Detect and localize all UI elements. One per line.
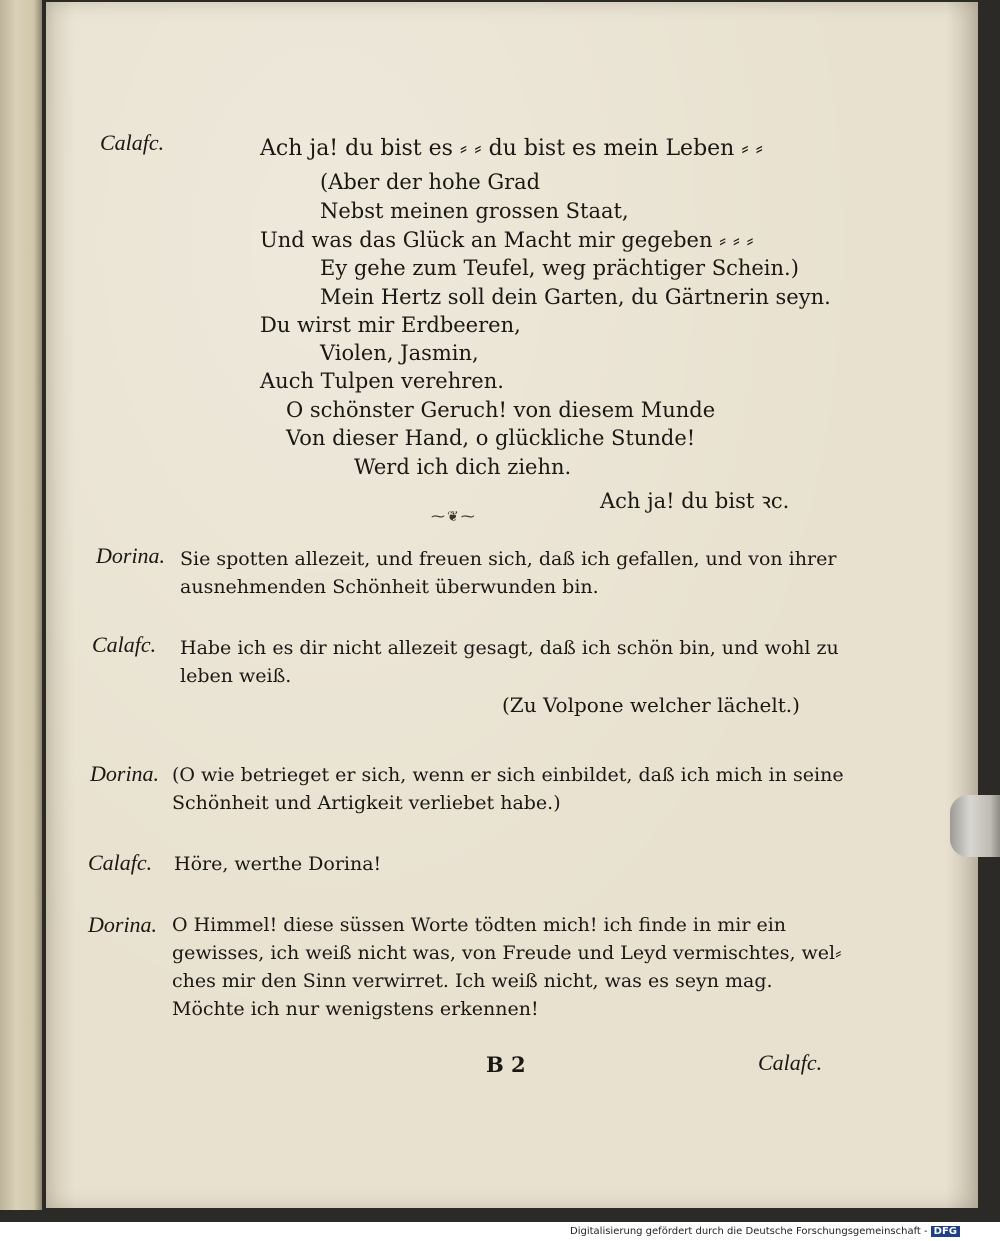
refrain-line: Ach ja! du bist ꝛc. <box>600 489 790 513</box>
verse-line: Du wirst mir Erdbeeren, <box>260 313 521 337</box>
prose-line: leben weiß. <box>180 665 292 687</box>
verse-line: Ey gehe zum Teufel, weg prächtiger Schein.) <box>320 256 799 280</box>
verse-line: Auch Tulpen verehren. <box>260 369 504 393</box>
verse-line: Violen, Jasmin, <box>320 341 479 365</box>
verse-line: Nebst meinen grossen Staat, <box>320 199 629 223</box>
verse-line: Werd ich dich ziehn. <box>354 455 572 479</box>
prose-line: O Himmel! diese süssen Worte tödten mich! ich finde in mir ein <box>172 914 787 936</box>
prose-line: Habe ich es dir nicht allezeit gesagt, daß ich schön bin, und wohl zu <box>180 637 839 659</box>
speaker-label: Dorina. <box>90 761 160 786</box>
facing-page-edge <box>0 0 42 1210</box>
signature-mark: B 2 <box>486 1052 526 1077</box>
prose-line: ches mir den Sinn verwirret. Ich weiß nicht, was es seyn mag. <box>172 970 773 992</box>
verse-line: (Aber der hohe Grad <box>320 170 541 194</box>
speaker-label: Calafc. <box>88 850 153 875</box>
prose-line: Sie spotten allezeit, und freuen sich, daß ich gefallen, und von ihrer <box>180 548 837 570</box>
speaker-label: Dorina. <box>96 543 166 568</box>
prose-line: Möchte ich nur wenigstens erkennen! <box>172 998 539 1020</box>
ornament-divider: ⁓❦⁓ <box>431 509 477 525</box>
verse-line: Von dieser Hand, o glückliche Stunde! <box>286 426 696 450</box>
prose-line: Schönheit und Artigkeit verliebet habe.) <box>172 792 561 814</box>
speaker-label: Calafc. <box>92 632 157 657</box>
book-page <box>46 2 978 1208</box>
dfg-logo: DFG <box>931 1226 960 1237</box>
credit-text: Digitalisierung gefördert durch die Deutsche Forschungsgemeinschaft - <box>570 1226 928 1237</box>
catchword: Calafc. <box>758 1050 823 1075</box>
digitization-credit <box>570 1226 960 1237</box>
verse-line: Und was das Glück an Macht mir gegeben ⸗ ⸗ ⸗ <box>260 228 754 252</box>
prose-line: gewisses, ich weiß nicht was, von Freude und Leyd vermischtes, wel⸗ <box>172 942 842 964</box>
verse-line: O schönster Geruch! von diesem Munde <box>286 398 716 422</box>
prose-line: (O wie betrieget er sich, wenn er sich einbildet, daß ich mich in seine <box>172 764 844 786</box>
verse-line: Mein Hertz soll dein Garten, du Gärtnerin seyn. <box>320 285 831 309</box>
stage-direction: (Zu Volpone welcher lächelt.) <box>502 693 800 717</box>
speaker-label: Calafc. <box>100 130 165 155</box>
page-tab-marker <box>950 795 1000 857</box>
prose-line: Höre, werthe Dorina! <box>174 853 382 875</box>
verse-line: Ach ja! du bist es ⸗ ⸗ du bist es mein Leben ⸗ ⸗ <box>260 136 763 161</box>
speaker-label: Dorina. <box>88 912 158 937</box>
prose-line: ausnehmenden Schönheit überwunden bin. <box>180 576 599 598</box>
